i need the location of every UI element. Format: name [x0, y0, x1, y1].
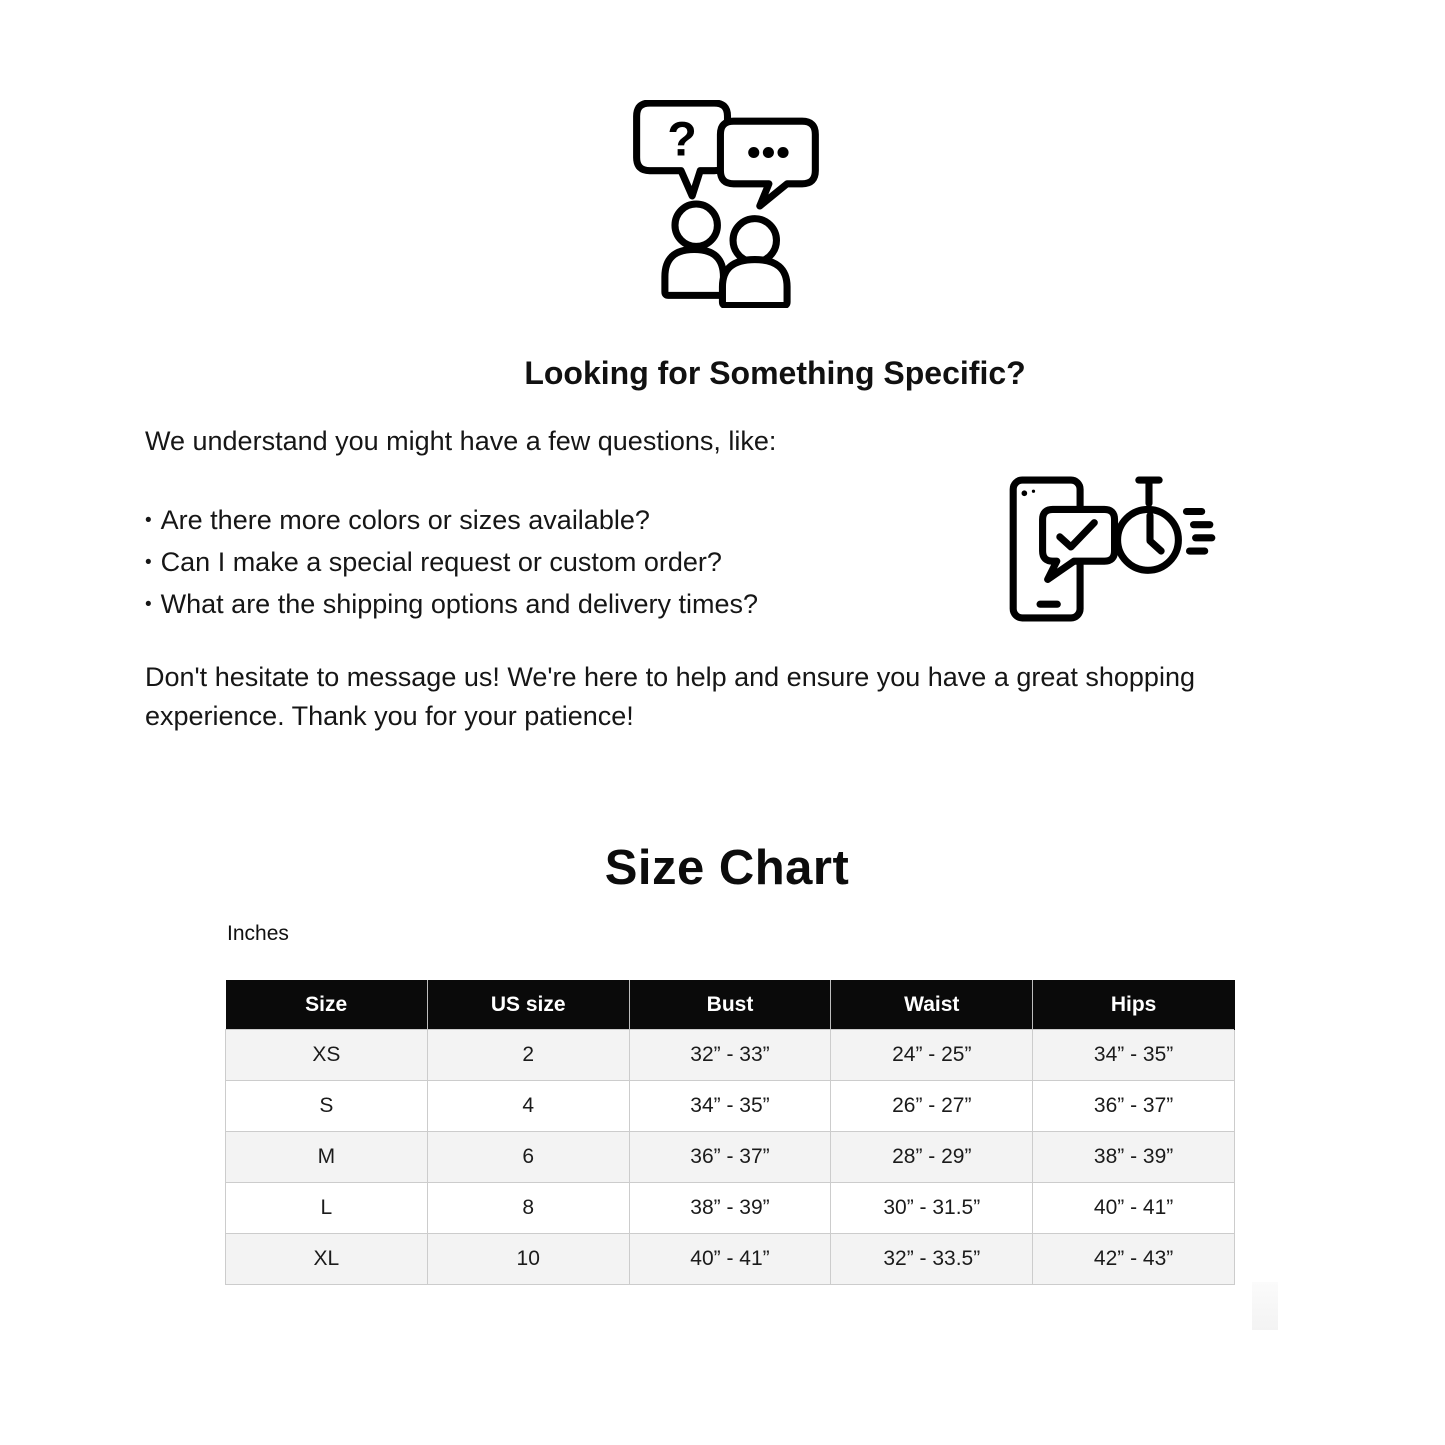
table-row-xs: [226, 1030, 1235, 1081]
bullet-glyph: •: [145, 552, 152, 573]
question-item: [145, 585, 758, 627]
table-cell: 36” - 37”: [629, 1132, 831, 1183]
dot: [777, 147, 788, 158]
table-cell: 24” - 25”: [831, 1030, 1033, 1081]
closing-text: [145, 658, 1195, 735]
table-cell: 34” - 35”: [1033, 1030, 1235, 1081]
size-chart-title: Size Chart: [604, 841, 850, 895]
col-header-bust: Bust: [629, 981, 831, 1030]
table-cell: 42” - 43”: [1033, 1234, 1235, 1285]
person-1-head: [675, 204, 717, 246]
help-heading: Looking for Something Specific?: [524, 355, 1026, 391]
table-row-xl: [226, 1234, 1235, 1285]
table-cell: L: [226, 1183, 428, 1234]
table-row-l: [226, 1183, 1235, 1234]
phone-stopwatch-icon: [1008, 473, 1216, 625]
person-1-body: [665, 249, 724, 295]
table-row-s: [226, 1081, 1235, 1132]
question-text: Are there more colors or sizes available?: [160, 505, 650, 535]
table-cell: XS: [226, 1030, 428, 1081]
size-chart: [225, 980, 1235, 1285]
dot: [763, 147, 774, 158]
phone-home-bar: [1037, 601, 1061, 608]
table-cell: 32” - 33.5”: [831, 1234, 1033, 1285]
question-list: [145, 501, 758, 627]
table-cell: 8: [427, 1183, 629, 1234]
size-chart-table: [225, 980, 1235, 1285]
closing-line: experience. Thank you for your patience!: [145, 700, 634, 731]
question-item: [145, 501, 758, 543]
closing-line: Don't hesitate to message us! We're here to help and ensure you have a great shopping: [145, 662, 1195, 692]
question-item: [145, 543, 758, 585]
col-header-size: Size: [226, 981, 428, 1030]
bullet-glyph: •: [145, 510, 152, 531]
table-cell: 32” - 33”: [629, 1030, 831, 1081]
table-cell: 40” - 41”: [629, 1234, 831, 1285]
phone-speaker-dot: [1032, 490, 1035, 493]
watermark-smudge: [1252, 1282, 1278, 1330]
stopwatch-hands: [1150, 516, 1161, 551]
table-cell: 40” - 41”: [1033, 1183, 1235, 1234]
people-chat-icon-svg: [633, 100, 823, 308]
bullet-glyph: •: [145, 594, 152, 615]
table-cell: 28” - 29”: [831, 1132, 1033, 1183]
table-cell: 10: [427, 1234, 629, 1285]
table-cell: 2: [427, 1030, 629, 1081]
unit-label: Inches: [227, 922, 289, 945]
table-cell: 38” - 39”: [1033, 1132, 1235, 1183]
phone-stopwatch-icon-svg: [1008, 473, 1216, 625]
dot: [748, 147, 759, 158]
table-cell: 26” - 27”: [831, 1081, 1033, 1132]
col-header-waist: Waist: [831, 981, 1033, 1030]
help-intro: We understand you might have a few questions, like:: [145, 426, 777, 456]
phone-camera-dot: [1022, 490, 1028, 496]
table-cell: 6: [427, 1132, 629, 1183]
question-mark-glyph: ?: [667, 112, 697, 167]
person-2-head: [733, 219, 776, 262]
col-header-hips: Hips: [1033, 981, 1235, 1030]
person-2-body: [722, 260, 787, 306]
question-text: Can I make a special request or custom order?: [160, 547, 722, 577]
people-chat-icon: [633, 100, 823, 308]
table-cell: S: [226, 1081, 428, 1132]
table-cell: M: [226, 1132, 428, 1183]
col-header-us-size: US size: [427, 981, 629, 1030]
table-row-m: [226, 1132, 1235, 1183]
table-cell: XL: [226, 1234, 428, 1285]
question-text: What are the shipping options and delivery times?: [160, 589, 758, 619]
table-cell: 36” - 37”: [1033, 1081, 1235, 1132]
dots-bubble: [720, 121, 815, 206]
table-cell: 34” - 35”: [629, 1081, 831, 1132]
table-header-row: [226, 981, 1235, 1030]
table-cell: 4: [427, 1081, 629, 1132]
table-cell: 30” - 31.5”: [831, 1183, 1033, 1234]
table-cell: 38” - 39”: [629, 1183, 831, 1234]
